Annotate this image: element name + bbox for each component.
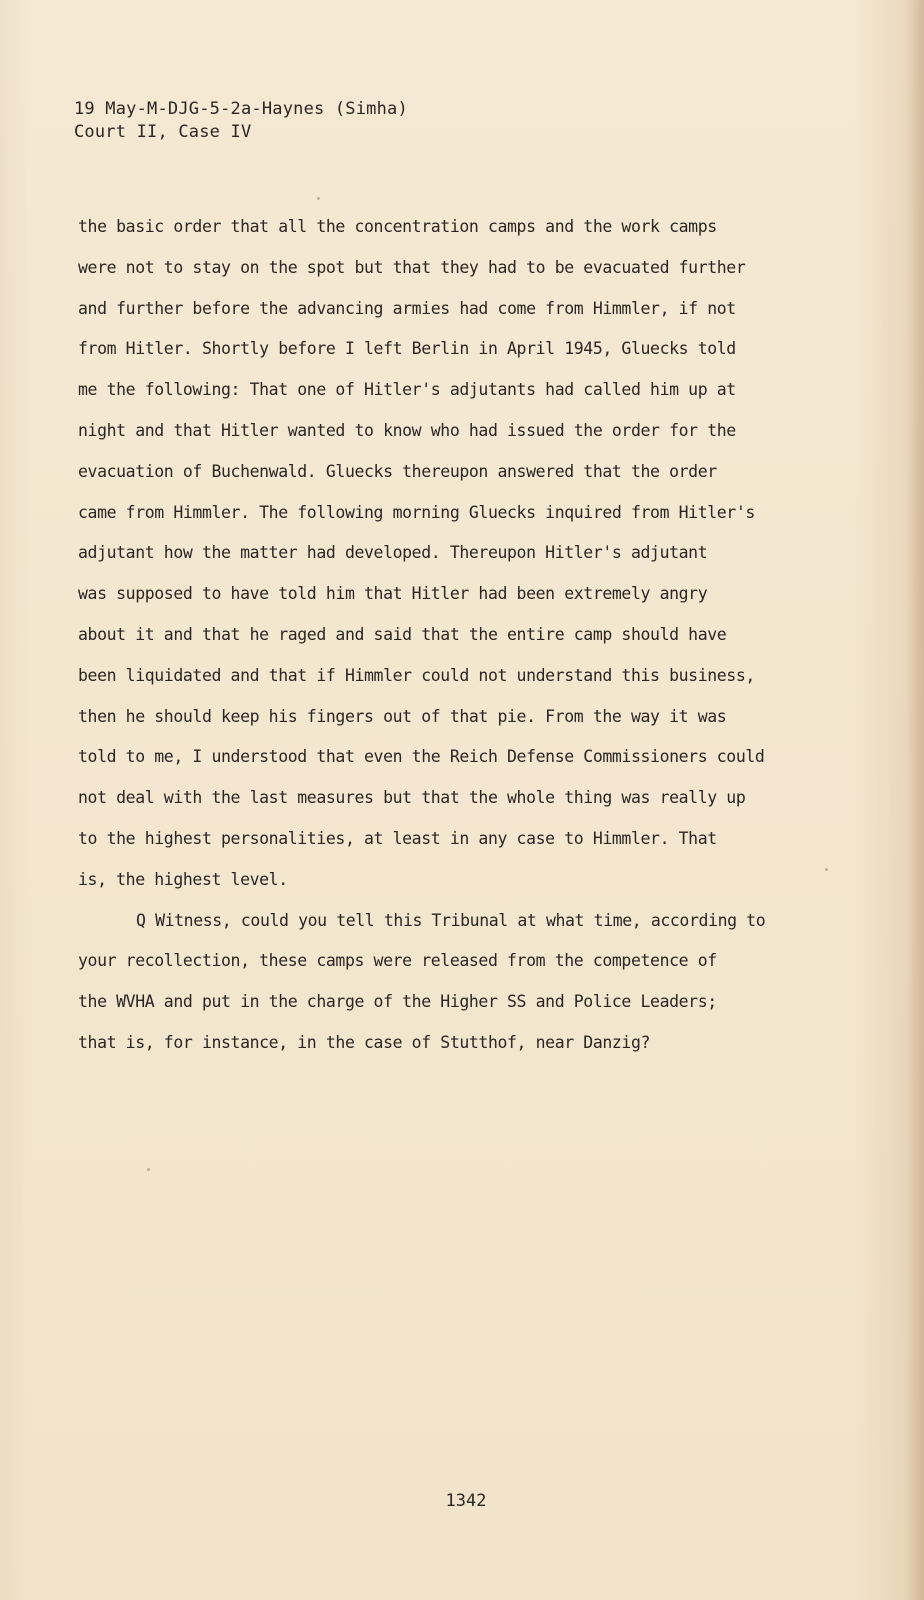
transcript-line: from Hitler. Shortly before I left Berlin in April 1945, Gluecks told	[78, 339, 736, 359]
paper-speck	[317, 197, 320, 200]
transcript-line: me the following: That one of Hitler's adjutants had called him up at	[78, 380, 736, 400]
transcript-line: to the highest personalities, at least in any case to Himmler. That	[78, 828, 717, 848]
transcript-line: came from Himmler. The following morning Gluecks inquired from Hitler's	[78, 502, 755, 522]
transcript-body	[78, 217, 838, 1074]
transcript-line: were not to stay on the spot but that they had to be evacuated further	[78, 257, 746, 277]
header-reference-line: 19 May-M-DJG-5-2a-Haynes (Simha)	[74, 99, 408, 119]
document-header	[74, 98, 408, 144]
paper-speck	[825, 868, 828, 871]
transcript-line: about it and that he raged and said that the entire camp should have	[78, 624, 727, 644]
page-number: 1342	[445, 1491, 487, 1511]
transcript-line: the basic order that all the concentration camps and the work camps	[78, 217, 717, 236]
transcript-line: then he should keep his fingers out of that pie. From the way it was	[78, 706, 727, 726]
transcript-line: is, the highest level.	[78, 869, 288, 889]
transcript-line: that is, for instance, in the case of Stutthof, near Danzig?	[78, 1032, 651, 1052]
question-line: Q Witness, could you tell this Tribunal at what time, according to	[136, 910, 766, 930]
page-edge-shadow	[906, 0, 924, 1600]
transcript-line: told to me, I understood that even the Reich Defense Commissioners could	[78, 747, 765, 767]
transcript-line: evacuation of Buchenwald. Gluecks thereupon answered that the order	[78, 461, 717, 481]
transcript-line: was supposed to have told him that Hitler had been extremely angry	[78, 584, 708, 604]
transcript-line: your recollection, these camps were released from the competence of	[78, 951, 717, 971]
transcript-line: not deal with the last measures but that the whole thing was really up	[78, 788, 746, 808]
transcript-line: been liquidated and that if Himmler could not understand this business,	[78, 665, 755, 685]
header-court-line: Court II, Case IV	[74, 122, 252, 142]
transcript-line: and further before the advancing armies had come from Himmler, if not	[78, 298, 736, 318]
transcript-line: the WVHA and put in the charge of the Higher SS and Police Leaders;	[78, 992, 717, 1012]
paper-speck	[147, 1168, 150, 1171]
transcript-line: adjutant how the matter had developed. Thereupon Hitler's adjutant	[78, 543, 708, 563]
transcript-line: night and that Hitler wanted to know who had issued the order for the	[78, 420, 736, 440]
